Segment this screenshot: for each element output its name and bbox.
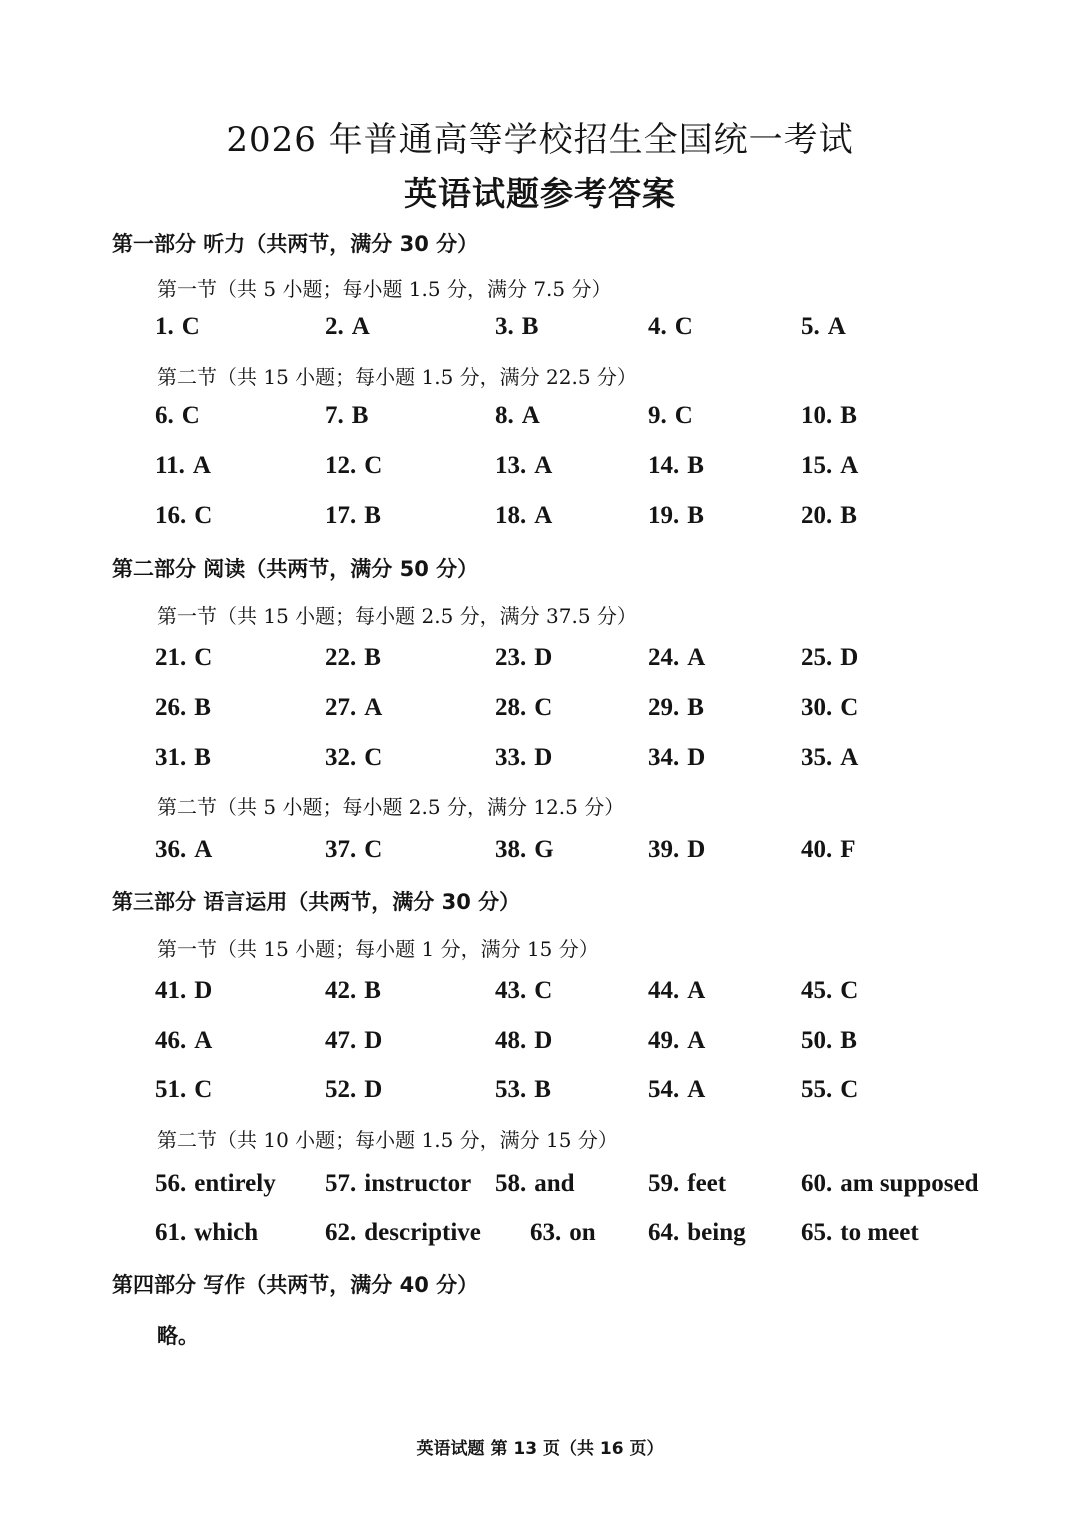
answer-item xyxy=(648,694,704,722)
answer-item xyxy=(155,744,211,772)
answer-item xyxy=(648,977,705,1005)
answer-value: A xyxy=(840,744,859,771)
answer-value: instructor xyxy=(364,1170,472,1197)
answer-value: on xyxy=(569,1219,596,1246)
answer-value: C xyxy=(674,402,693,429)
question-number: 59. xyxy=(648,1170,680,1197)
answer-key-title: 英语试题参考答案 xyxy=(404,174,676,213)
answer-item xyxy=(801,1076,858,1104)
answer-value: C xyxy=(364,452,383,479)
question-number: 47. xyxy=(325,1027,357,1054)
answer-value: C xyxy=(194,1076,213,1103)
question-number: 53. xyxy=(495,1076,527,1103)
part-heading: 第一部分 听力（共两节，满分 30 分） xyxy=(112,232,479,256)
answer-item xyxy=(495,1076,551,1104)
answer-value: B xyxy=(364,502,381,529)
answer-row xyxy=(0,977,1080,1009)
answer-value: B xyxy=(687,502,704,529)
question-number: 15. xyxy=(801,452,833,479)
answer-item xyxy=(801,694,858,722)
answer-value: A xyxy=(827,313,846,340)
answer-value: C xyxy=(534,694,553,721)
answer-item xyxy=(325,1219,481,1247)
answer-value: A xyxy=(194,836,213,863)
question-number: 43. xyxy=(495,977,527,1004)
answer-item xyxy=(155,313,200,341)
answer-item xyxy=(648,744,705,772)
answer-item xyxy=(801,744,858,772)
answer-item xyxy=(495,1027,552,1055)
writing-note: 略。 xyxy=(157,1324,199,1348)
answer-row xyxy=(0,452,1080,484)
answer-value: C xyxy=(364,836,383,863)
question-number: 18. xyxy=(495,502,527,529)
question-number: 63. xyxy=(530,1219,562,1246)
answer-item xyxy=(155,1170,276,1198)
answer-row xyxy=(0,744,1080,776)
page-footer: 英语试题 第 13 页（共 16 页） xyxy=(416,1439,664,1459)
question-number: 5. xyxy=(801,313,820,340)
answer-row xyxy=(0,836,1080,868)
answer-value: B xyxy=(194,694,211,721)
answer-item xyxy=(801,313,846,341)
answer-value: A xyxy=(192,452,211,479)
answer-item xyxy=(155,836,212,864)
answer-item xyxy=(495,744,552,772)
question-number: 49. xyxy=(648,1027,680,1054)
answer-value: which xyxy=(194,1219,259,1246)
answer-value: B xyxy=(840,1027,857,1054)
question-number: 42. xyxy=(325,977,357,1004)
answer-value: A xyxy=(351,313,370,340)
question-number: 21. xyxy=(155,644,187,671)
answer-item xyxy=(801,1219,919,1247)
question-number: 41. xyxy=(155,977,187,1004)
question-number: 19. xyxy=(648,502,680,529)
answer-value: D xyxy=(687,744,706,771)
section-heading: 第二节（共 5 小题；每小题 2.5 分，满分 12.5 分） xyxy=(157,795,625,819)
answer-item xyxy=(325,402,368,430)
answer-item xyxy=(495,502,552,530)
answer-item xyxy=(648,452,704,480)
answer-value: D xyxy=(194,977,213,1004)
answer-value: D xyxy=(534,644,553,671)
answer-item xyxy=(155,502,212,530)
answer-item xyxy=(648,1076,705,1104)
question-number: 33. xyxy=(495,744,527,771)
answer-value: D xyxy=(534,744,553,771)
answer-value: B xyxy=(840,502,857,529)
answer-item xyxy=(801,644,858,672)
section-heading: 第一节（共 15 小题；每小题 1 分，满分 15 分） xyxy=(157,937,599,961)
question-number: 1. xyxy=(155,313,174,340)
answer-item xyxy=(325,452,382,480)
answer-value: B xyxy=(194,744,211,771)
part-heading: 第三部分 语言运用（共两节，满分 30 分） xyxy=(112,890,521,914)
question-number: 11. xyxy=(155,452,185,479)
answer-value: A xyxy=(364,694,383,721)
answer-item xyxy=(155,977,212,1005)
answer-item xyxy=(648,1170,726,1198)
answer-value: A xyxy=(687,1076,706,1103)
answer-row xyxy=(0,313,1080,345)
answer-value: B xyxy=(364,644,381,671)
question-number: 23. xyxy=(495,644,527,671)
answer-value: to meet xyxy=(840,1219,919,1246)
answer-value: feet xyxy=(687,1170,727,1197)
question-number: 32. xyxy=(325,744,357,771)
answer-item xyxy=(495,836,554,864)
answer-value: C xyxy=(840,694,859,721)
question-number: 56. xyxy=(155,1170,187,1197)
answer-item xyxy=(325,502,381,530)
answer-value: C xyxy=(194,502,213,529)
question-number: 2. xyxy=(325,313,344,340)
question-number: 51. xyxy=(155,1076,187,1103)
question-number: 50. xyxy=(801,1027,833,1054)
question-number: 57. xyxy=(325,1170,357,1197)
answer-item xyxy=(495,313,538,341)
question-number: 61. xyxy=(155,1219,187,1246)
answer-item xyxy=(495,1170,575,1198)
answer-item xyxy=(801,402,857,430)
answer-item xyxy=(495,694,552,722)
answer-item xyxy=(495,402,540,430)
answer-value: A xyxy=(687,977,706,1004)
answer-row xyxy=(0,502,1080,534)
question-number: 65. xyxy=(801,1219,833,1246)
question-number: 8. xyxy=(495,402,514,429)
question-number: 35. xyxy=(801,744,833,771)
answer-value: A xyxy=(521,402,540,429)
answer-item xyxy=(648,1027,705,1055)
answer-value: A xyxy=(840,452,859,479)
answer-item xyxy=(325,694,382,722)
answer-item xyxy=(801,1170,979,1198)
question-number: 4. xyxy=(648,313,667,340)
answer-value: A xyxy=(534,502,553,529)
question-number: 48. xyxy=(495,1027,527,1054)
answer-item xyxy=(801,1027,857,1055)
answer-value: B xyxy=(534,1076,551,1103)
section-heading: 第一节（共 5 小题；每小题 1.5 分，满分 7.5 分） xyxy=(157,277,612,301)
answer-value: B xyxy=(687,694,704,721)
answer-value: D xyxy=(364,1076,383,1103)
answer-row xyxy=(0,1170,1080,1202)
answer-value: D xyxy=(364,1027,383,1054)
section-heading: 第一节（共 15 小题；每小题 2.5 分，满分 37.5 分） xyxy=(157,604,637,628)
answer-item xyxy=(325,977,381,1005)
answer-value: am supposed xyxy=(840,1170,979,1197)
answer-value: A xyxy=(687,644,706,671)
answer-value: C xyxy=(194,644,213,671)
question-number: 64. xyxy=(648,1219,680,1246)
answer-item xyxy=(648,502,704,530)
question-number: 40. xyxy=(801,836,833,863)
question-number: 34. xyxy=(648,744,680,771)
question-number: 46. xyxy=(155,1027,187,1054)
question-number: 24. xyxy=(648,644,680,671)
answer-item xyxy=(801,502,857,530)
answer-item xyxy=(801,977,858,1005)
answer-value: D xyxy=(840,644,859,671)
question-number: 37. xyxy=(325,836,357,863)
answer-value: C xyxy=(181,402,200,429)
question-number: 12. xyxy=(325,452,357,479)
answer-item xyxy=(155,1219,258,1247)
question-number: 7. xyxy=(325,402,344,429)
answer-item xyxy=(325,313,370,341)
question-number: 52. xyxy=(325,1076,357,1103)
section-heading: 第二节（共 15 小题；每小题 1.5 分，满分 22.5 分） xyxy=(157,365,637,389)
question-number: 28. xyxy=(495,694,527,721)
answer-value: C xyxy=(674,313,693,340)
answer-value: G xyxy=(534,836,554,863)
answer-item xyxy=(648,402,693,430)
answer-value: D xyxy=(534,1027,553,1054)
question-number: 44. xyxy=(648,977,680,1004)
answer-value: B xyxy=(351,402,369,429)
question-number: 26. xyxy=(155,694,187,721)
answer-item xyxy=(648,836,705,864)
answer-item xyxy=(648,313,693,341)
answer-item xyxy=(325,644,381,672)
answer-value: A xyxy=(534,452,553,479)
answer-value: C xyxy=(364,744,383,771)
question-number: 25. xyxy=(801,644,833,671)
answer-value: and xyxy=(534,1170,575,1197)
answer-row xyxy=(0,402,1080,434)
answer-value: C xyxy=(181,313,200,340)
question-number: 38. xyxy=(495,836,527,863)
answer-item xyxy=(495,452,552,480)
question-number: 45. xyxy=(801,977,833,1004)
answer-value: B xyxy=(364,977,381,1004)
answer-item xyxy=(325,1076,382,1104)
answer-item xyxy=(530,1219,596,1247)
answer-item xyxy=(801,836,856,864)
answer-item xyxy=(648,1219,746,1247)
answer-item xyxy=(325,1170,471,1198)
question-number: 58. xyxy=(495,1170,527,1197)
answer-value: being xyxy=(687,1219,746,1246)
question-number: 16. xyxy=(155,502,187,529)
answer-item xyxy=(801,452,858,480)
answer-row xyxy=(0,1076,1080,1108)
question-number: 9. xyxy=(648,402,667,429)
question-number: 27. xyxy=(325,694,357,721)
answer-item xyxy=(155,1076,212,1104)
answer-item xyxy=(648,644,705,672)
question-number: 36. xyxy=(155,836,187,863)
question-number: 30. xyxy=(801,694,833,721)
answer-value: C xyxy=(840,1076,859,1103)
answer-value: D xyxy=(687,836,706,863)
answer-row xyxy=(0,694,1080,726)
answer-value: B xyxy=(840,402,857,429)
answer-value: B xyxy=(521,313,539,340)
question-number: 54. xyxy=(648,1076,680,1103)
question-number: 31. xyxy=(155,744,187,771)
answer-row xyxy=(0,1027,1080,1059)
section-heading: 第二节（共 10 小题；每小题 1.5 分，满分 15 分） xyxy=(157,1128,618,1152)
answer-item xyxy=(325,836,382,864)
question-number: 55. xyxy=(801,1076,833,1103)
exam-title: 2026 年普通高等学校招生全国统一考试 xyxy=(226,120,854,160)
answer-value: A xyxy=(194,1027,213,1054)
answer-value: C xyxy=(534,977,553,1004)
answer-row xyxy=(0,644,1080,676)
question-number: 17. xyxy=(325,502,357,529)
answer-value: descriptive xyxy=(364,1219,481,1246)
question-number: 60. xyxy=(801,1170,833,1197)
answer-value: A xyxy=(687,1027,706,1054)
answer-item xyxy=(155,452,211,480)
answer-item xyxy=(155,1027,212,1055)
answer-item xyxy=(325,744,382,772)
part-heading: 第四部分 写作（共两节，满分 40 分） xyxy=(112,1273,479,1297)
answer-item xyxy=(155,402,200,430)
question-number: 62. xyxy=(325,1219,357,1246)
answer-value: C xyxy=(840,977,859,1004)
answer-value: entirely xyxy=(194,1170,276,1197)
answer-item xyxy=(325,1027,382,1055)
question-number: 39. xyxy=(648,836,680,863)
question-number: 29. xyxy=(648,694,680,721)
question-number: 13. xyxy=(495,452,527,479)
answer-item xyxy=(155,694,211,722)
part-heading: 第二部分 阅读（共两节，满分 50 分） xyxy=(112,557,479,581)
question-number: 6. xyxy=(155,402,174,429)
question-number: 20. xyxy=(801,502,833,529)
question-number: 3. xyxy=(495,313,514,340)
answer-row xyxy=(0,1219,1080,1251)
question-number: 22. xyxy=(325,644,357,671)
answer-item xyxy=(495,644,552,672)
answer-value: B xyxy=(687,452,704,479)
question-number: 10. xyxy=(801,402,833,429)
answer-item xyxy=(495,977,552,1005)
answer-value: F xyxy=(840,836,856,863)
answer-item xyxy=(155,644,212,672)
question-number: 14. xyxy=(648,452,680,479)
